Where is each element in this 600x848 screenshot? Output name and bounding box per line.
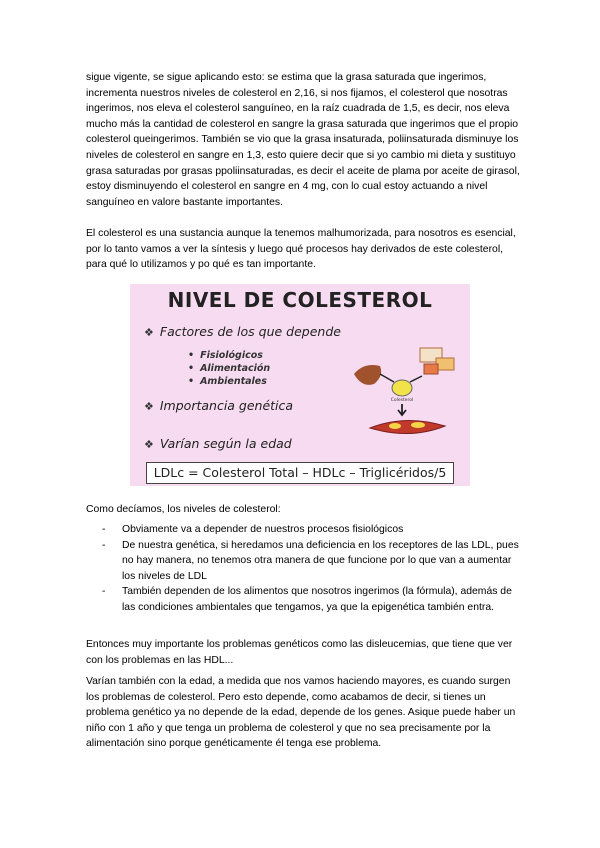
diamond-bullet-icon: ❖ [144,400,154,413]
slide-item-edad [144,436,292,451]
liver-icon [354,365,381,385]
slide-subitem-fisiologicos: • Fisiológicos [188,350,263,361]
paragraph-niveles-intro: Como decíamos, los niveles de colesterol: [86,504,281,515]
slide-item-label: Varían según la edad [159,436,292,451]
arrow-down-icon [398,404,406,415]
dot-bullet-icon: • [188,376,195,387]
cholesterol-droplet-icon [392,380,412,396]
cholesterol-illustration [350,342,468,444]
list-item: - Obviamente va a depender de nuestros procesos fisiológicos [86,522,526,538]
dash-bullet-icon: - [102,539,106,551]
slide-item-label: Importancia genética [159,398,294,413]
list-item: - De nuestra genética, si heredamos una deficiencia en los receptores de las LDL, pues no hay manera, no tenemos otra manera de que funcione por lo que van a aumentar los niveles de LDL [102,539,519,582]
slide-subitem-alimentacion: • Alimentación [188,363,271,374]
dash-bullet-icon: - [102,586,106,598]
diamond-bullet-icon: ❖ [144,326,154,339]
slide-item-factores [144,324,341,339]
slide-nivel-colesterol [130,284,470,486]
paragraph-grasas: sigue vigente, se sigue aplicando esto: se estima que la grasa saturada que ingerimos, incrementa nuestros niveles de colesterol en 2,16, si nos fijamos, el colesterol que nosotras ingerimos, nos eleva el colesterol sanguíneo, en la raíz cuadrada de 1,5, es decir, nos eleva mucho más la cantidad de colesterol en sangre la grasa saturada que ingerimos que el propio colesterol queingerimos. También se vio que la grasa insaturada, poliinsaturada disminuye los niveles de colesterol en sangre en 1,3, esto quiere decir que si yo cambio mi dieta y sustituyo grasa saturadas por grasas ppoliinsaturadas, es decir el aceite de plama por aceite de girasol, estoy disminuyendo el colesterol en sangre en 4 mg, con lo cual estoy actuando a nivel sanguíneo en valore bastante importantes. [86,72,520,208]
dot-bullet-icon: • [188,350,195,361]
illustration-label: Colesterol [390,398,414,403]
paragraph-problemas-geneticos: Entonces muy importante los problemas genéticos como las disleucemias, que tiene que ver con los problemas en las HDL... [86,639,513,666]
blood-vessel-icon [370,420,445,433]
list-item: - También dependen de los alimentos que nosotros ingerimos (la fórmula), además de las condiciones ambientales que tengamos, ya que la epigenética también entra. [102,586,512,613]
slide-title: NIVEL DE COLESTEROL [167,288,433,312]
arrow-right-icon [380,374,394,382]
paragraph-colesterol-esencial: El colesterol es una sustancia aunque la tenemos malhumorizada, para nosotros es esencial, por lo tanto vamos a ver la síntesis y luego qué procesos hay derivados de este colesterol, para qué lo utilizamos y po qué es tan importante. [86,228,516,271]
dot-bullet-icon: • [188,363,195,374]
slide-item-importancia [144,398,293,413]
paragraph-edad: Varían también con la edad, a medida que nos vamos haciendo mayores, es cuando surgen los problemas de colesterol. Pero esto depende, como acabamos de decir, si tienes un problema genético ya no depende de la edad, depende de los genes. Asique puede haber un niño con 1 año y que tenga un problema de colesterol y que no sea precisamente por la alimentación sino porque genéticamente él tenga ese problema. [86,676,516,750]
slide-subitem-ambientales: • Ambientales [188,376,267,387]
bullet-list [86,522,526,616]
arrow-left-icon [410,376,422,382]
dash-bullet-icon: - [102,524,106,535]
diamond-bullet-icon: ❖ [144,438,154,451]
ldl-formula: LDLc = Colesterol Total – HDLc – Triglicéridos/5 [146,462,454,484]
slide-item-label: Factores de los que depende [159,324,341,339]
